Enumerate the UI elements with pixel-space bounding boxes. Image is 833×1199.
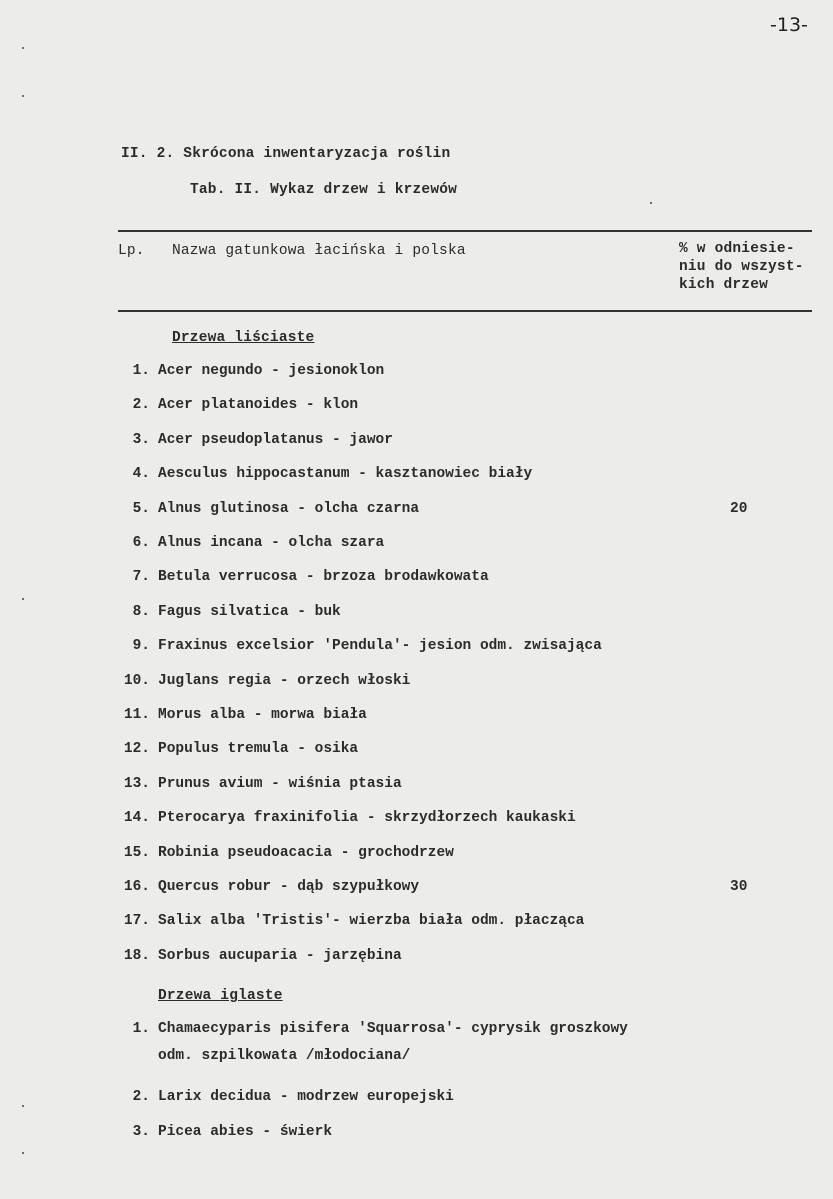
margin-mark <box>22 47 24 49</box>
row-number: 18. <box>123 947 150 964</box>
species-name-continued: odm. szpilkowata /młodociana/ <box>158 1048 411 1064</box>
table-row <box>0 776 833 796</box>
row-number: 3. <box>132 431 150 448</box>
table-row <box>0 741 833 761</box>
margin-mark <box>650 202 652 204</box>
table-row <box>0 879 833 899</box>
section-heading: II. 2. Skrócona inwentaryzacja roślin <box>121 146 451 162</box>
species-name: Alnus glutinosa - olcha czarna <box>158 500 420 517</box>
table-row <box>0 535 833 555</box>
column-header-name: Nazwa gatunkowa łacińska i polska <box>172 243 466 259</box>
percent-value: 30 <box>730 879 748 895</box>
row-number: 7. <box>132 569 150 586</box>
percent-value: 20 <box>730 500 748 517</box>
species-name: Picea abies - świerk <box>158 1124 333 1140</box>
margin-mark <box>22 598 24 600</box>
section-title-coniferous: Drzewa iglaste <box>158 988 283 1004</box>
table-row <box>0 673 833 693</box>
species-name: Acer pseudoplatanus - jawor <box>158 431 393 448</box>
species-name: Aesculus hippocastanum - kasztanowiec biały <box>158 466 533 483</box>
table-row <box>0 845 833 865</box>
row-number: 2. <box>132 1089 150 1105</box>
row-number: 1. <box>132 363 150 379</box>
species-name: Robinia pseudoacacia - grochodrzew <box>158 844 454 861</box>
table-rule-top <box>118 230 812 232</box>
species-name: Larix decidua - modrzew europejski <box>158 1089 454 1105</box>
species-name: Acer platanoides - klon <box>158 397 359 414</box>
row-number: 14. <box>123 810 150 827</box>
species-name: Betula verrucosa - brzoza brodawkowata <box>158 569 489 586</box>
row-number: 13. <box>123 775 150 792</box>
table-row <box>0 569 833 589</box>
species-name: Fraxinus excelsior 'Pendula'- jesion odm. zwisająca <box>158 638 602 655</box>
table-row <box>0 397 833 417</box>
section-title-deciduous: Drzewa liściaste <box>172 330 315 346</box>
margin-mark <box>22 1152 24 1154</box>
species-name: Salix alba 'Tristis'- wierzba biała odm. płacząca <box>158 913 585 930</box>
column-header-lp: Lp. <box>118 243 145 259</box>
table-row <box>0 1089 833 1109</box>
table-row <box>0 1021 833 1064</box>
species-name: Juglans regia - orzech włoski <box>158 672 411 689</box>
species-name: Populus tremula - osika <box>158 741 359 758</box>
table-row <box>0 1124 833 1144</box>
table-row <box>0 363 833 383</box>
row-number: 16. <box>123 879 150 895</box>
row-number: 3. <box>132 1124 150 1140</box>
row-number: 2. <box>132 397 150 414</box>
margin-mark <box>22 95 24 97</box>
table-rule-bottom <box>118 310 812 312</box>
table-row <box>0 432 833 452</box>
row-number: 6. <box>132 535 150 551</box>
species-name: Morus alba - morwa biała <box>158 707 367 723</box>
table-row <box>0 810 833 830</box>
species-name: Prunus avium - wiśnia ptasia <box>158 775 402 792</box>
species-name: Fagus silvatica - buk <box>158 603 341 620</box>
table-row <box>0 638 833 658</box>
species-name: Acer negundo - jesionoklon <box>158 363 385 379</box>
row-number: 11. <box>123 707 150 723</box>
row-number: 12. <box>123 741 150 758</box>
species-name: Alnus incana - olcha szara <box>158 535 385 551</box>
species-name: Chamaecyparis pisifera 'Squarrosa'- cyprysik groszkowy <box>158 1021 628 1037</box>
species-name: Quercus robur - dąb szypułkowy <box>158 879 420 895</box>
table-row <box>0 501 833 521</box>
row-number: 9. <box>132 638 150 655</box>
row-number: 1. <box>132 1021 150 1037</box>
table-row <box>0 604 833 624</box>
row-number: 17. <box>123 913 150 930</box>
table-row <box>0 707 833 727</box>
row-number: 8. <box>132 603 150 620</box>
table-caption: Tab. II. Wykaz drzew i krzewów <box>190 182 458 198</box>
row-number: 10. <box>123 672 150 689</box>
row-number: 5. <box>132 500 150 517</box>
table-row <box>0 466 833 486</box>
row-number: 15. <box>123 844 150 861</box>
table-row <box>0 948 833 968</box>
row-number: 4. <box>132 466 150 483</box>
species-name: Pterocarya fraxinifolia - skrzydłorzech kaukaski <box>158 810 576 827</box>
page-number: -13- <box>770 14 808 36</box>
species-name: Sorbus aucuparia - jarzębina <box>158 947 402 964</box>
table-row <box>0 913 833 933</box>
column-header-percent: % w odniesie- niu do wszyst- kich drzew <box>679 241 804 293</box>
